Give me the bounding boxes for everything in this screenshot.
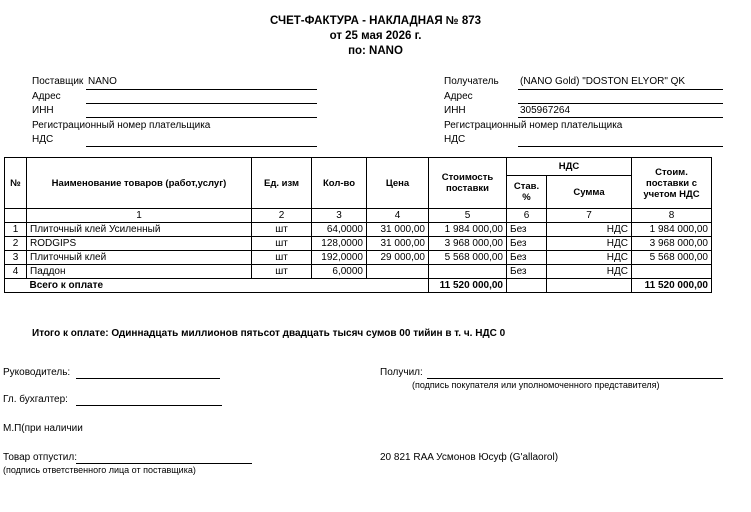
total-label: Всего к оплате	[27, 279, 429, 293]
row-qty: 64,0000	[312, 223, 367, 237]
colnum: 4	[367, 209, 429, 223]
column-number-row	[5, 209, 712, 223]
row-total: 5 568 000,00	[632, 251, 712, 265]
colnum: 7	[547, 209, 632, 223]
header-unit: Ед. изм	[252, 158, 312, 209]
total-cost: 11 520 000,00	[429, 279, 507, 293]
payment-summary: Итого к оплате: Одиннадцать миллионов пятьсот двадцать тысяч сумов 00 тийин в т. ч. НДС 0	[32, 328, 506, 339]
colnum: 8	[632, 209, 712, 223]
header-price: Цена	[367, 158, 429, 209]
row-rate: Без	[507, 265, 547, 279]
colnum: 6	[507, 209, 547, 223]
row-name: Плиточный клей Усиленный	[27, 223, 252, 237]
row-sum: НДС	[547, 265, 632, 279]
received-label: Получил:	[380, 367, 423, 378]
row-no: 3	[5, 251, 27, 265]
row-name: Паддон	[27, 265, 252, 279]
accountant-label: Гл. бухгалтер:	[3, 394, 68, 405]
row-price	[367, 265, 429, 279]
row-no: 4	[5, 265, 27, 279]
row-unit: шт	[252, 265, 312, 279]
row-sum: НДС	[547, 223, 632, 237]
document-date: от 25 мая 2026 г.	[329, 30, 422, 42]
row-unit: шт	[252, 251, 312, 265]
document-title: СЧЕТ-ФАКТУРА - НАКЛАДНАЯ № 873	[269, 15, 482, 27]
row-cost	[429, 265, 507, 279]
header-cost: Стоимость поставки	[429, 158, 507, 209]
row-cost: 5 568 000,00	[429, 251, 507, 265]
colnum: 1	[27, 209, 252, 223]
row-qty: 6,0000	[312, 265, 367, 279]
recipient-value: (NANO Gold) "DOSTON ELYOR" QK	[520, 76, 686, 87]
row-rate: Без	[507, 223, 547, 237]
supplier-address-line	[86, 103, 317, 104]
row-cost: 3 968 000,00	[429, 237, 507, 251]
supplier-address-label: Адрес	[32, 91, 61, 102]
recipient-inn-label: ИНН	[444, 105, 466, 116]
recipient-reg-label: Регистрационный номер плательщика	[444, 120, 623, 131]
header-name: Наименование товаров (работ,услуг)	[27, 158, 252, 209]
document-by: по: NANO	[348, 45, 403, 57]
total-row	[5, 279, 712, 293]
supplier-nds-line	[86, 146, 317, 147]
row-total	[632, 265, 712, 279]
supplier-inn-label: ИНН	[32, 105, 54, 116]
row-sum: НДС	[547, 237, 632, 251]
recipient-nds-line	[518, 146, 723, 147]
colnum: 2	[252, 209, 312, 223]
row-cost: 1 984 000,00	[429, 223, 507, 237]
row-rate: Без	[507, 251, 547, 265]
recipient-inn-line	[518, 117, 723, 118]
row-price: 31 000,00	[367, 223, 429, 237]
row-total: 1 984 000,00	[632, 223, 712, 237]
total-with-nds: 11 520 000,00	[632, 279, 712, 293]
received-note: (подпись покупателя или уполномоченного представителя)	[412, 380, 660, 390]
table-row	[5, 223, 712, 237]
table-row	[5, 265, 712, 279]
colnum: 5	[429, 209, 507, 223]
released-note: (подпись ответственного лица от поставщика)	[3, 465, 196, 475]
recipient-label: Получатель	[444, 76, 499, 87]
recipient-line	[518, 89, 723, 90]
released-label: Товар отпустил:	[3, 452, 77, 463]
header-qty: Кол-во	[312, 158, 367, 209]
table-row	[5, 251, 712, 265]
row-qty: 128,0000	[312, 237, 367, 251]
row-name: Плиточный клей	[27, 251, 252, 265]
row-no: 1	[5, 223, 27, 237]
table-row	[5, 237, 712, 251]
stamp-label: М.П(при наличии	[3, 423, 83, 434]
row-rate: Без	[507, 237, 547, 251]
recipient-address-line	[518, 103, 723, 104]
row-sum: НДС	[547, 251, 632, 265]
received-sign-line	[427, 378, 723, 379]
recipient-inn-value: 305967264	[520, 105, 571, 116]
recipient-nds-label: НДС	[444, 134, 466, 145]
supplier-nds-label: НДС	[32, 134, 54, 145]
header-sum: Сумма	[547, 176, 632, 209]
accountant-sign-line	[76, 405, 222, 406]
row-total: 3 968 000,00	[632, 237, 712, 251]
row-no: 2	[5, 237, 27, 251]
manager-sign-line	[76, 378, 220, 379]
table-header-row	[5, 158, 712, 176]
supplier-inn-line	[86, 117, 317, 118]
row-price: 29 000,00	[367, 251, 429, 265]
proxy-info: 20 821 RAA Усмонов Юсуф (G'allaorol)	[380, 452, 559, 463]
header-rate: Став. %	[507, 176, 547, 209]
row-qty: 192,0000	[312, 251, 367, 265]
supplier-label: Поставщик	[32, 76, 84, 87]
released-sign-line	[76, 463, 252, 464]
supplier-line	[86, 89, 317, 90]
row-unit: шт	[252, 237, 312, 251]
recipient-address-label: Адрес	[444, 91, 473, 102]
header-total-cost: Стоим. поставки с учетом НДС	[632, 158, 712, 209]
row-name: RODGIPS	[27, 237, 252, 251]
header-nds: НДС	[507, 158, 632, 176]
manager-label: Руководитель:	[3, 367, 71, 378]
row-unit: шт	[252, 223, 312, 237]
supplier-value: NANO	[88, 76, 117, 87]
header-no: №	[5, 158, 27, 209]
colnum: 3	[312, 209, 367, 223]
items-table	[4, 157, 712, 293]
supplier-reg-label: Регистрационный номер плательщика	[32, 120, 211, 131]
row-price: 31 000,00	[367, 237, 429, 251]
